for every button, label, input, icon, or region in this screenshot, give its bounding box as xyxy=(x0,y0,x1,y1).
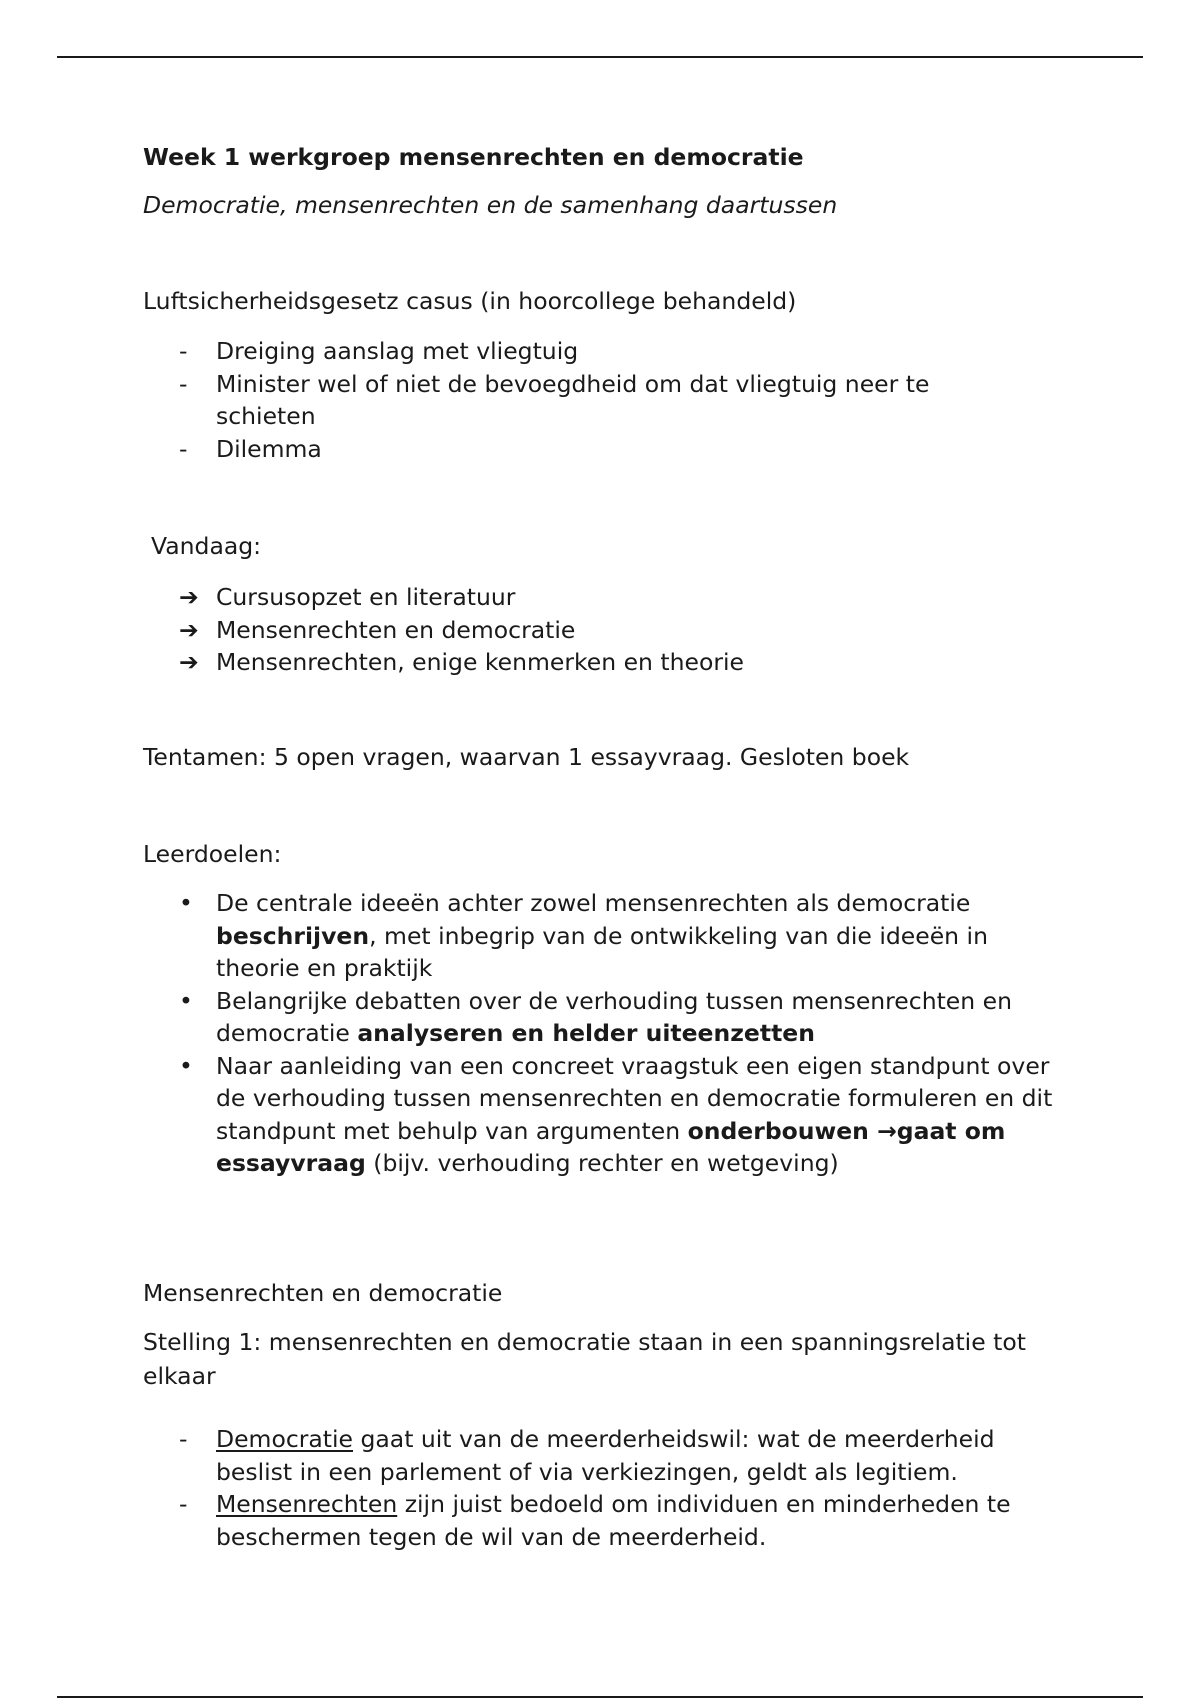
list-item xyxy=(143,1488,1043,1553)
list-item-text: (bijv. verhouding rechter en wetgeving) xyxy=(365,1149,839,1177)
list-item-text: Mensenrechten, enige kenmerken en theorie xyxy=(216,648,745,676)
list-item-text: Mensenrechten en democratie xyxy=(216,615,576,644)
emphasis: beschrijven xyxy=(216,921,370,950)
list-item-text: De centrale ideeën achter zowel mensenrechten als democratie xyxy=(216,889,971,917)
emphasis: analyseren en helder uiteenzetten xyxy=(357,1019,815,1047)
arrow-right-icon: ➔ xyxy=(179,583,199,611)
list-item xyxy=(143,646,1103,679)
casus-list xyxy=(143,335,1003,465)
list-item-text: zijn juist bedoeld om individuen en minderheden te beschermen tegen de wil van de meerderheid. xyxy=(216,1490,1011,1551)
document-subtitle: Democratie, mensenrechten en de samenhang daartussen xyxy=(143,191,838,219)
term: Democratie xyxy=(216,1425,354,1453)
list-item-text: , met inbegrip van de ontwikkeling van die ideeën in theorie en praktijk xyxy=(216,921,988,982)
list-item-text: Minister wel of niet de bevoegdheid om dat vliegtuig neer te schieten xyxy=(216,369,930,430)
dash-bullet: - xyxy=(179,1490,188,1518)
list-item-text: Dreiging aanslag met vliegtuig xyxy=(216,337,579,365)
arrow-right-icon: ➔ xyxy=(179,615,199,644)
leerdoelen-heading: Leerdoelen: xyxy=(143,840,282,868)
stelling-list xyxy=(143,1423,1043,1553)
section-heading: Mensenrechten en democratie xyxy=(143,1279,503,1307)
list-item-text: Naar aanleiding van een concreet vraagstuk een eigen standpunt over de verhouding tussen mensenrechten en democratie formuleren en dit standpunt met behulp van argumenten xyxy=(216,1051,1053,1145)
list-item xyxy=(143,985,1073,1050)
header-rule xyxy=(57,56,1143,58)
arrow-right-icon: ➔ xyxy=(179,648,199,676)
dash-bullet: - xyxy=(179,369,188,398)
list-item-text: Dilemma xyxy=(216,434,322,463)
list-item xyxy=(143,433,1003,466)
bullet-dot: • xyxy=(179,889,193,917)
list-item xyxy=(143,887,1073,985)
list-item xyxy=(143,335,1003,368)
list-item xyxy=(143,1423,1043,1488)
dash-bullet: - xyxy=(179,434,188,463)
emphasis: onderbouwen →gaat om essayvraag xyxy=(216,1116,1006,1177)
tentamen-text: Tentamen: 5 open vragen, waarvan 1 essayvraag. Gesloten boek xyxy=(143,743,910,771)
vandaag-list xyxy=(143,581,1103,679)
dash-bullet: - xyxy=(179,337,188,365)
bullet-dot: • xyxy=(179,986,193,1015)
list-item-text: Belangrijke debatten over de verhouding tussen mensenrechten en democratie xyxy=(216,986,1012,1047)
casus-heading: Luftsicherheidsgesetz casus (in hoorcollege behandeld) xyxy=(143,287,797,315)
list-item xyxy=(143,1050,1073,1180)
vandaag-heading: Vandaag: xyxy=(151,532,262,560)
document-title: Week 1 werkgroep mensenrechten en democratie xyxy=(143,143,804,171)
leerdoelen-list xyxy=(143,887,1073,1180)
list-item xyxy=(143,614,1103,647)
dash-bullet: - xyxy=(179,1425,188,1453)
list-item xyxy=(143,368,1003,433)
footer-rule xyxy=(57,1696,1143,1698)
list-item-text: Cursusopzet en literatuur xyxy=(216,583,516,611)
stelling-text: Stelling 1: mensenrechten en democratie staan in een spanningsrelatie tot elkaar xyxy=(143,1328,1026,1390)
term: Mensenrechten xyxy=(216,1490,398,1518)
list-item-text: gaat uit van de meerderheidswil: wat de meerderheid beslist in een parlement of via verkiezingen, geldt als legitiem. xyxy=(216,1425,995,1486)
bullet-dot: • xyxy=(179,1051,193,1080)
list-item xyxy=(143,581,1103,614)
